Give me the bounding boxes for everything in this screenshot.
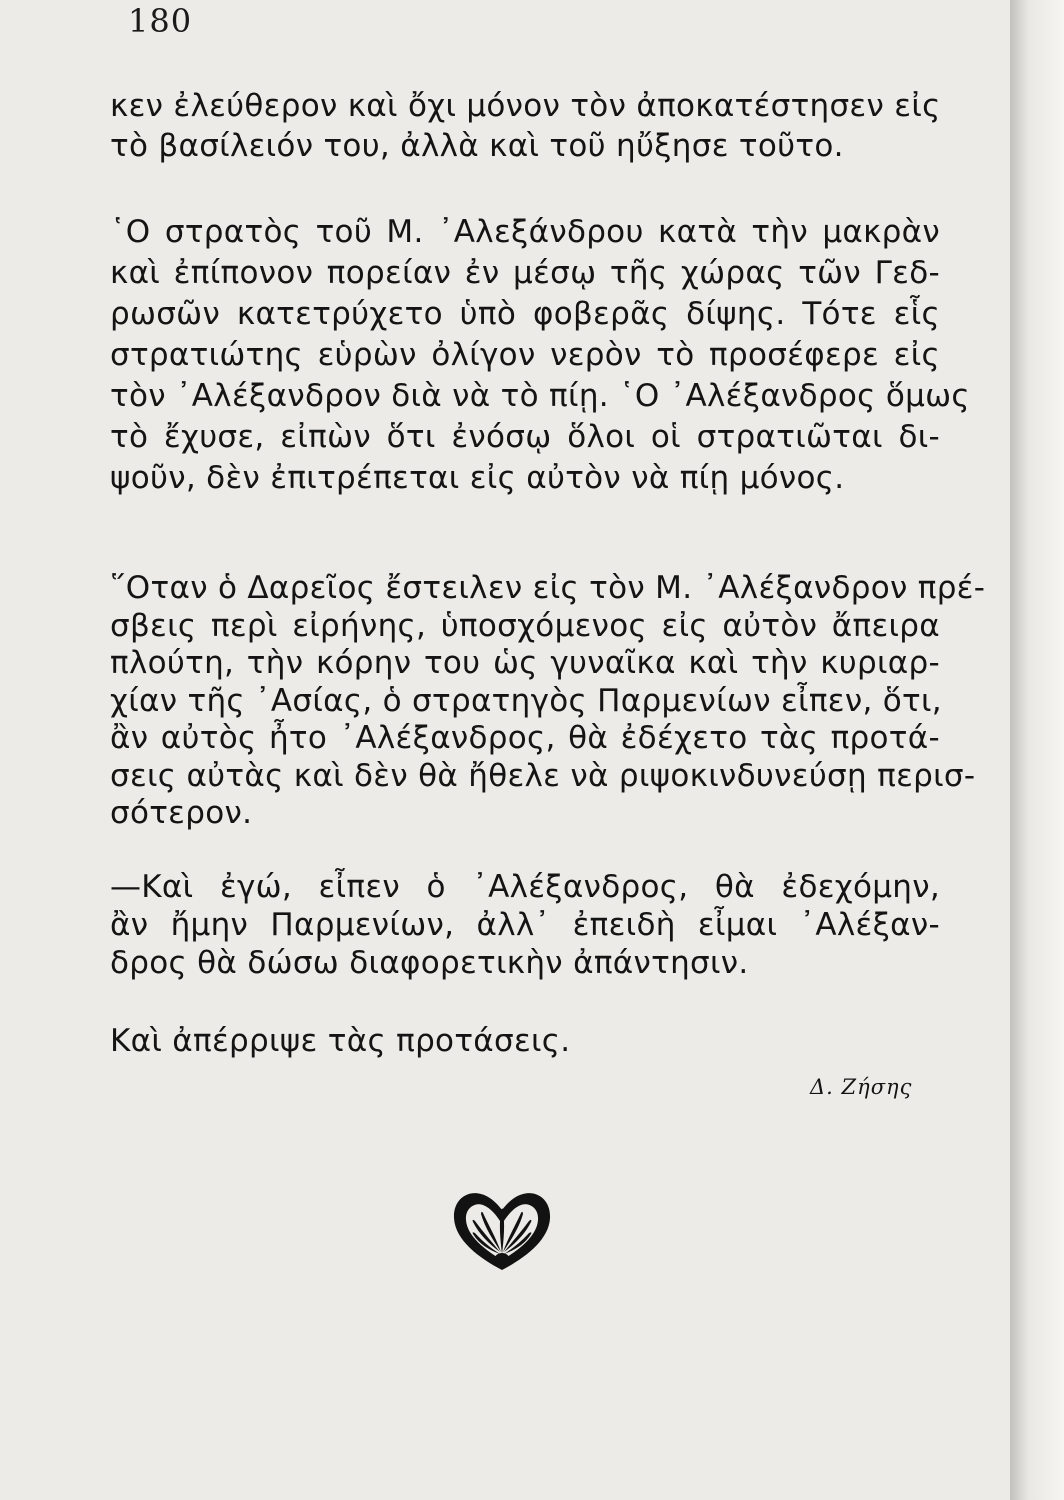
text-line: ῞Οταν ὁ Δαρεῖος ἔστειλεν εἰς τὸν Μ. ᾿Αλέξανδρον πρέ- [110, 570, 986, 606]
text-line: πλούτη, τὴν κόρην του ὡς γυναῖκα καὶ τὴν κυριαρ- [110, 645, 940, 681]
text-line: ῾Ο στρατὸς τοῦ Μ. ᾿Αλεξάνδρου κατὰ τὴν μακρὰν [110, 214, 940, 250]
text-line: ρωσῶν κατετρύχετο ὑπὸ φοβερᾶς δίψης. Τότε εἷς [110, 296, 940, 332]
text-line: δρος θὰ δώσω διαφορετικὴν ἀπάντησιν. [110, 945, 749, 981]
palmette-ornament-icon [451, 1188, 553, 1272]
text-line: σεις αὐτὰς καὶ δὲν θὰ ἤθελε νὰ ριψοκινδυνεύσῃ περισ- [110, 757, 976, 794]
paragraph-4 [110, 868, 940, 982]
text-line: —Καὶ ἐγώ, εἶπεν ὁ ᾿Αλέξανδρος, θὰ ἐδεχόμην, [110, 869, 940, 905]
text-line: τὸ βασίλειόν του, ἀλλὰ καὶ τοῦ ηὔξησε τοῦτο. [110, 128, 844, 164]
book-spine [1010, 0, 1064, 1500]
text-line: καὶ ἐπίπονον πορείαν ἐν μέσῳ τῆς χώρας τῶν Γεδ- [110, 255, 940, 291]
text-line: Καὶ ἀπέρριψε τὰς προτάσεις. [110, 1023, 571, 1059]
paragraph-1 [110, 86, 940, 166]
text-line: σβεις περὶ εἰρήνης, ὑποσχόμενος εἰς αὐτὸν ἄπειρα [110, 607, 940, 644]
text-line: τὸ ἔχυσε, εἰπὼν ὅτι ἐνόσῳ ὅλοι οἱ στρατιῶται δι- [110, 419, 940, 455]
text-line: ἂν ἤμην Παρμενίων, ἀλλ᾿ ἐπειδὴ εἶμαι ᾿Αλέξαν- [110, 907, 940, 943]
paragraph-2 [110, 212, 970, 499]
text-line: τὸν ᾿Αλέξανδρον διὰ νὰ τὸ πίῃ. ῾Ο ᾿Αλέξανδρος ὅμως [110, 378, 970, 414]
paragraph-3 [110, 570, 986, 833]
author-signature: Δ. Ζήσης [810, 1075, 913, 1099]
text-line: ἂν αὐτὸς ἦτο ᾿Αλέξανδρος, θὰ ἐδέχετο τὰς προτά- [110, 720, 940, 756]
text-line: κεν ἐλεύθερον καὶ ὄχι μόνον τὸν ἀποκατέστησεν εἰς [110, 88, 941, 124]
text-line: ψοῦν, δὲν ἐπιτρέπεται εἰς αὐτὸν νὰ πίῃ μόνος. [110, 460, 845, 496]
text-line: στρατιώτης εὑρὼν ὀλίγον νερὸν τὸ προσέφερε εἰς [110, 337, 940, 373]
text-line: σότερον. [110, 795, 253, 831]
paragraph-5 [110, 1022, 940, 1060]
page-number: 180 [128, 2, 193, 40]
text-line: χίαν τῆς ᾿Ασίας, ὁ στρατηγὸς Παρμενίων εἶπεν, ὅτι, [110, 682, 942, 719]
